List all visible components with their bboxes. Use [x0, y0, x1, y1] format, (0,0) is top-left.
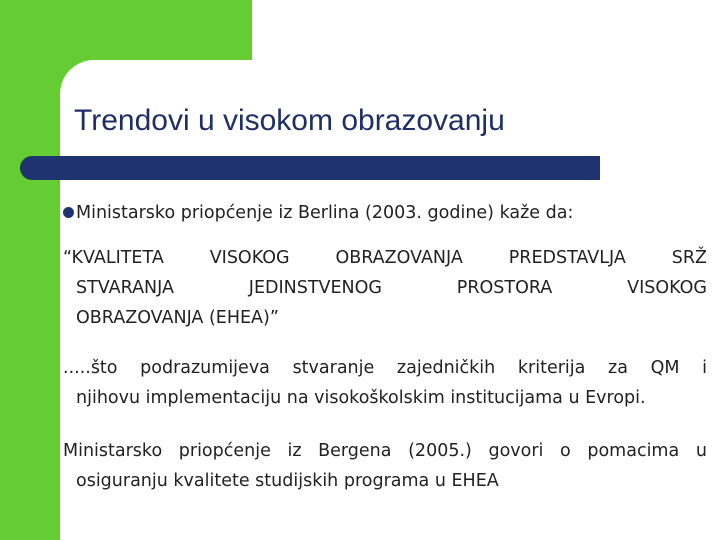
- para-word: za: [608, 358, 628, 378]
- quote-word: “KVALITETA: [63, 248, 164, 268]
- para-word: zajedničkih: [396, 358, 496, 378]
- title-underline-bar: [20, 156, 600, 180]
- para-word: .....što: [63, 358, 118, 378]
- quote-word: STVARANJA: [76, 278, 174, 298]
- paragraph-qm-line-1: [63, 353, 707, 383]
- quote-word: SRŽ: [671, 248, 707, 268]
- para-word: podrazumijeva: [140, 358, 270, 378]
- paragraph-bergen: [63, 436, 707, 496]
- para-word: u: [695, 441, 707, 461]
- green-left-stripe: [0, 0, 60, 540]
- para-word: i: [702, 358, 707, 378]
- para-word: kriterija: [517, 358, 586, 378]
- para-word: govori: [488, 441, 544, 461]
- bullet-berlin: Ministarsko priopćenje iz Berlina (2003. godine) kaže da:: [76, 203, 574, 223]
- quote-word: JEDINSTVENOG: [248, 278, 382, 298]
- para-word: pomacima: [587, 441, 680, 461]
- quote-word: OBRAZOVANJA: [335, 248, 463, 268]
- slide-title: Trendovi u visokom obrazovanju: [74, 104, 505, 137]
- quote-word: VISOKOG: [627, 278, 707, 298]
- para-word: Bergena: [318, 441, 392, 461]
- para-word: QM: [650, 358, 680, 378]
- quote-line-3: OBRAZOVANJA (EHEA)”: [76, 308, 279, 328]
- quote-word: PROSTORA: [456, 278, 553, 298]
- quote-line-1: [63, 243, 707, 273]
- paragraph-qm-line-2: njihovu implementaciju na visokoškolskim institucijama u Evropi.: [76, 388, 646, 408]
- quote-line-2: [63, 273, 707, 303]
- quote-word: PREDSTAVLJA: [508, 248, 626, 268]
- filled-circle-bullet-icon: [63, 207, 74, 218]
- paragraph-bergen-line-2: osiguranju kvalitete studijskih programa u EHEA: [76, 471, 499, 491]
- para-word: priopćenje: [178, 441, 271, 461]
- quote-block: [63, 243, 707, 333]
- paragraph-bergen-line-1: [63, 436, 707, 466]
- para-word: (2005.): [408, 441, 472, 461]
- para-word: iz: [287, 441, 302, 461]
- paragraph-qm: [63, 353, 707, 413]
- para-word: stvaranje: [292, 358, 375, 378]
- para-word: Ministarsko: [63, 441, 163, 461]
- quote-word: VISOKOG: [209, 248, 290, 268]
- para-word: o: [560, 441, 571, 461]
